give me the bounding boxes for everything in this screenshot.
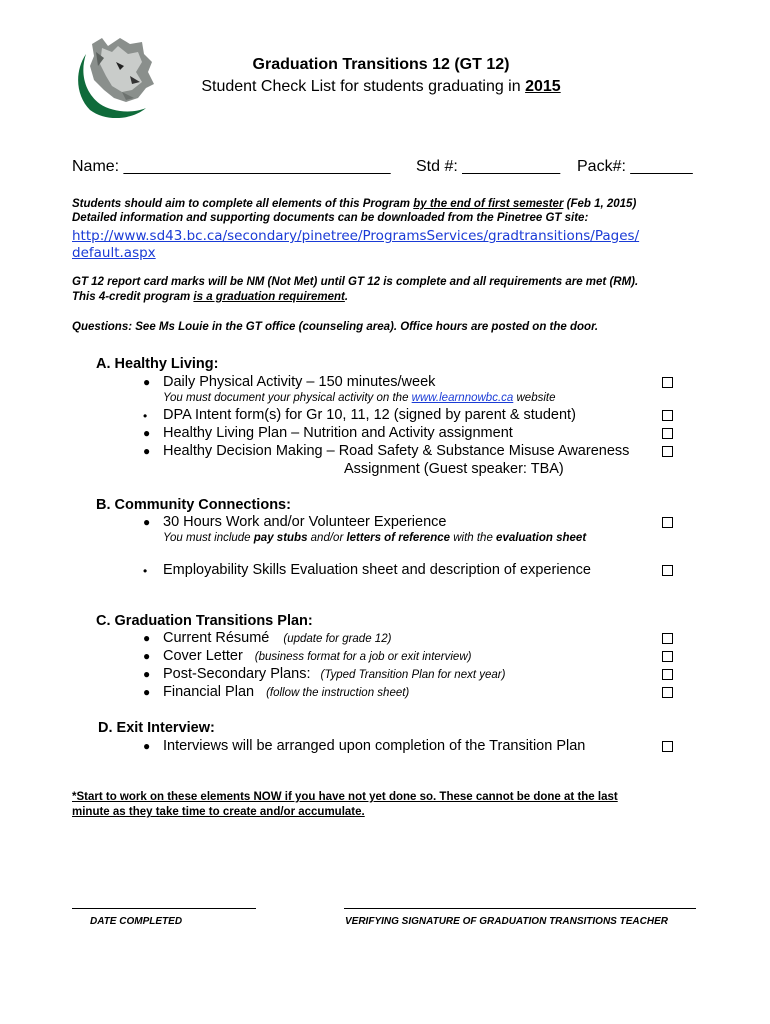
- date-completed-label: DATE COMPLETED: [90, 916, 183, 927]
- intro-deadline: Students should aim to complete all elements of this Program by the end of first semester (Feb 1, 2015): [72, 198, 637, 210]
- teacher-signature-label: VERIFYING SIGNATURE OF GRADUATION TRANSITIONS TEACHER: [345, 916, 668, 927]
- item-volunteer-hours-note: You must include pay stubs and/or letters of reference with the evaluation sheet: [163, 532, 587, 544]
- learnnowbc-link[interactable]: www.learnnowbc.ca: [411, 392, 514, 404]
- start-now-note-cont: minute as they take time to create and/or accumulate.: [72, 806, 365, 818]
- item-current-resume: Current Résumé (update for grade 12): [163, 630, 392, 646]
- checkbox-current-resume[interactable]: [662, 633, 673, 644]
- bullet-icon: ●: [143, 685, 151, 699]
- item-daily-physical-activity: Daily Physical Activity – 150 minutes/week: [163, 374, 436, 390]
- name-field[interactable]: Name: ______________________________: [72, 158, 391, 175]
- bullet-icon: ●: [143, 426, 151, 440]
- checkbox-healthy-living-plan[interactable]: [662, 428, 673, 439]
- item-healthy-decision-making-cont: Assignment (Guest speaker: TBA): [344, 461, 564, 477]
- bullet-icon: ●: [143, 444, 151, 458]
- page-title: Graduation Transitions 12 (GT 12): [252, 56, 510, 73]
- bullet-icon: ●: [143, 667, 151, 681]
- checkbox-financial-plan[interactable]: [662, 687, 673, 698]
- start-now-note: *Start to work on these elements NOW if you have not yet done so. These cannot be done at the last: [72, 791, 618, 803]
- item-financial-plan: Financial Plan (follow the instruction sheet): [163, 684, 410, 700]
- bullet-icon: ●: [143, 649, 151, 663]
- section-c-title: C. Graduation Transitions Plan:: [96, 613, 313, 629]
- gt-site-link-cont[interactable]: default.aspx: [72, 245, 156, 261]
- marks-note: GT 12 report card marks will be NM (Not Met) until GT 12 is complete and all requirements are met (RM).: [72, 276, 639, 288]
- checkbox-volunteer-hours[interactable]: [662, 517, 673, 528]
- item-volunteer-hours: 30 Hours Work and/or Volunteer Experience: [163, 514, 447, 530]
- section-a-title: A. Healthy Living:: [96, 356, 219, 372]
- pack-number-field[interactable]: Pack#: _______: [577, 158, 693, 175]
- checkbox-daily-physical-activity[interactable]: [662, 377, 673, 388]
- item-post-secondary-plans: Post-Secondary Plans: (Typed Transition Plan for next year): [163, 666, 506, 682]
- checkbox-healthy-decision-making[interactable]: [662, 446, 673, 457]
- item-employability-skills: Employability Skills Evaluation sheet and description of experience: [163, 562, 591, 578]
- checkbox-exit-interview[interactable]: [662, 741, 673, 752]
- section-d-title: D. Exit Interview:: [98, 720, 215, 736]
- checkbox-employability-skills[interactable]: [662, 565, 673, 576]
- questions-note: Questions: See Ms Louie in the GT office (counseling area). Office hours are posted on the door.: [72, 321, 599, 333]
- item-daily-physical-activity-note: You must document your physical activity on the www.learnnowbc.ca website: [163, 392, 556, 404]
- bullet-icon: ●: [143, 631, 151, 645]
- item-cover-letter: Cover Letter (business format for a job or exit interview): [163, 648, 472, 664]
- date-completed-line[interactable]: [72, 908, 256, 909]
- item-exit-interview: Interviews will be arranged upon completion of the Transition Plan: [163, 738, 586, 754]
- bullet-icon: •: [143, 564, 148, 578]
- graduation-year: 2015: [525, 78, 561, 95]
- section-b-title: B. Community Connections:: [96, 497, 291, 513]
- bullet-icon: ●: [143, 739, 151, 753]
- teacher-signature-line[interactable]: [344, 908, 696, 909]
- checkbox-dpa-intent-forms[interactable]: [662, 410, 673, 421]
- checkbox-cover-letter[interactable]: [662, 651, 673, 662]
- bullet-icon: ●: [143, 515, 151, 529]
- bullet-icon: •: [143, 409, 148, 423]
- gt-site-link[interactable]: http://www.sd43.bc.ca/secondary/pinetree/ProgramsServices/gradtransitions/Pages/: [72, 228, 640, 244]
- page-subtitle: Student Check List for students graduating in 2015: [201, 78, 561, 95]
- checkbox-post-secondary-plans[interactable]: [662, 669, 673, 680]
- std-number-field[interactable]: Std #: ___________: [416, 158, 561, 175]
- item-healthy-living-plan: Healthy Living Plan – Nutrition and Activity assignment: [163, 425, 513, 441]
- intro-download-note: Detailed information and supporting documents can be downloaded from the Pinetree GT site:: [72, 212, 589, 224]
- graduation-requirement-note: This 4-credit program is a graduation requirement.: [72, 291, 349, 303]
- item-dpa-intent-forms: DPA Intent form(s) for Gr 10, 11, 12 (signed by parent & student): [163, 407, 576, 423]
- bullet-icon: ●: [143, 375, 151, 389]
- wolf-logo-icon: [72, 32, 160, 122]
- item-healthy-decision-making: Healthy Decision Making – Road Safety & Substance Misuse Awareness: [163, 443, 630, 459]
